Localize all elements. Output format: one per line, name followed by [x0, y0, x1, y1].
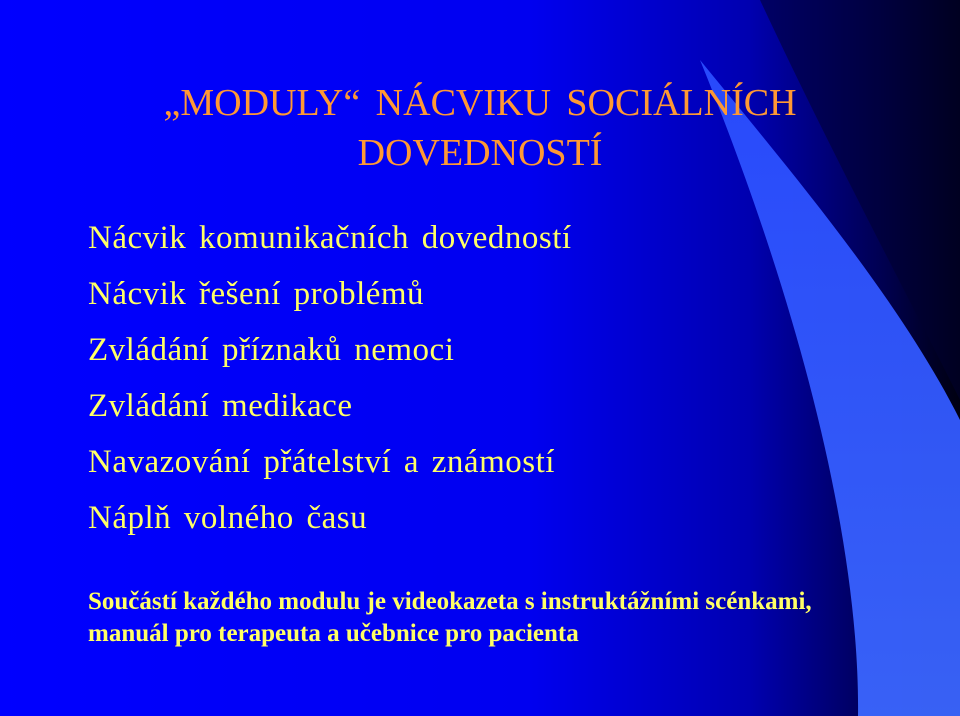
list-item: Zvládání příznaků nemoci [88, 332, 455, 368]
list-item: Navazování přátelství a známostí [88, 444, 555, 480]
module-list [88, 210, 572, 546]
list-item: Náplň volného času [88, 500, 368, 536]
slide-title: „MODULY“ NÁCVIKU SOCIÁLNÍCH DOVEDNOSTÍ [163, 82, 797, 174]
list-item: Nácvik komunikačních dovedností [88, 220, 572, 256]
list-item: Zvládání medikace [88, 388, 353, 424]
module-note: Součástí každého modulu je videokazeta s instruktážními scénkami, manuál pro terapeuta a učebnice pro pacienta [88, 588, 812, 647]
list-item: Nácvik řešení problémů [88, 276, 425, 312]
